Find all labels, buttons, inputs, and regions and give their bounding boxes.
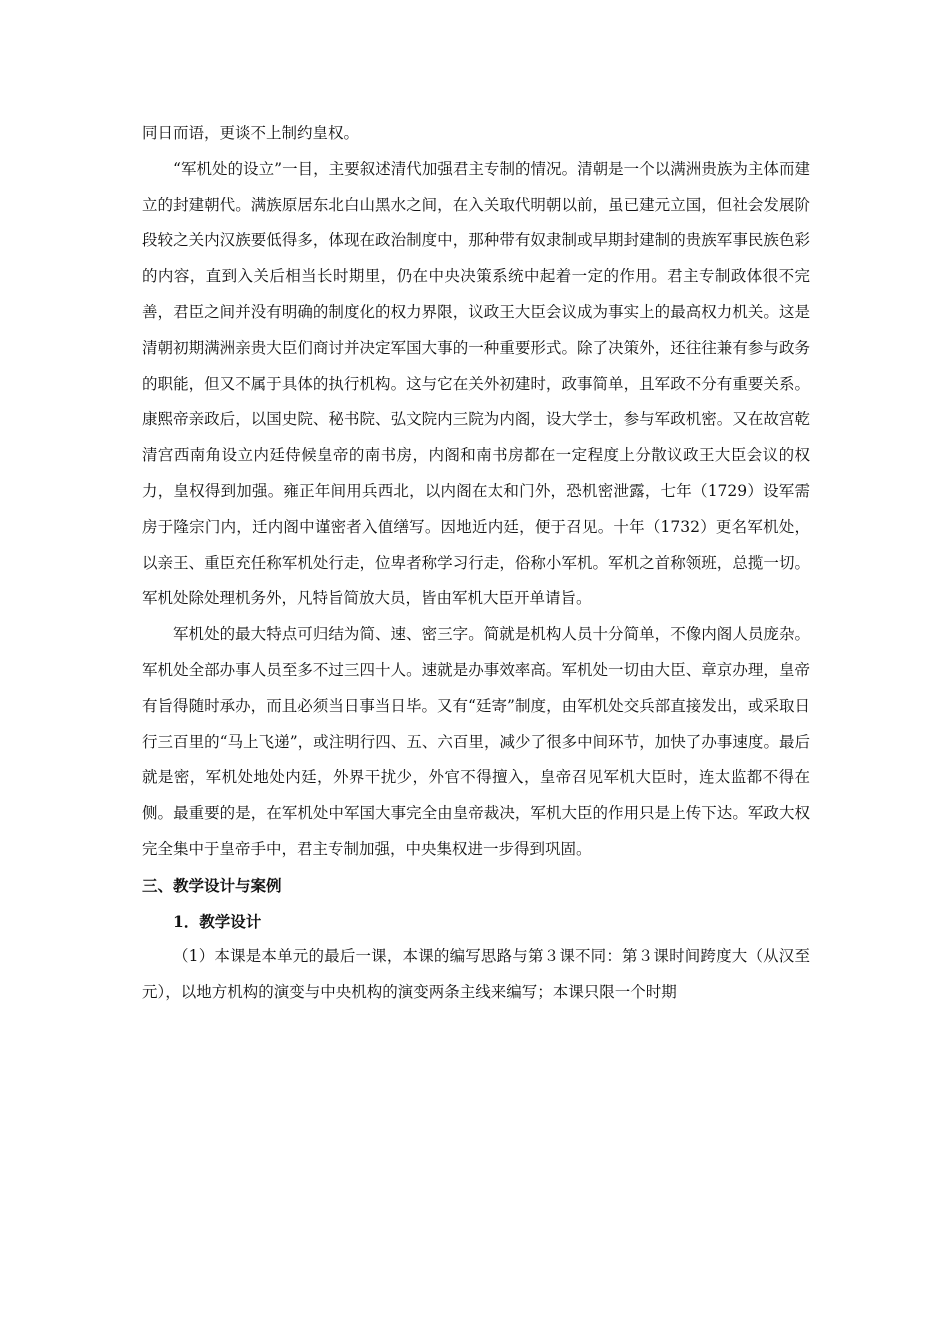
paragraph-junjichu-establishment: “军机处的设立”一目，主要叙述清代加强君主专制的情况。清朝是一个以满洲贵族为主体而建立的封建朝代。满族原居东北白山黑水之间，在入关取代明朝以前，虽已建元立国，但社会发展阶段较之关内汉族要低得多，体现在政治制度中，那种带有奴隶制或早期封建制的贵族军事民族色彩的内容，直到入关后相当长时期里，仍在中央决策系统中起着一定的作用。君主专制政体很不完善，君臣之间并没有明确的制度化的权力界限，议政王大臣会议成为事实上的最高权力机关。这是清朝初期满洲亲贵大臣们商讨并决定军国大事的一种重要形式。除了决策外，还往往兼有参与政务的职能，但又不属于具体的执行机构。这与它在关外初建时，政事简单，且军政不分有重要关系。康熙帝亲政后，以国史院、秘书院、弘文院内三院为内阁，设大学士，参与军政机密。又在故宫乾清宫西南角设立内廷侍候皇帝的南书房，内阁和南书房都在一定程度上分散议政王大臣会议的权力，皇权得到加强。雍正年间用兵西北，以内阁在太和门外，恐机密泄露，七年（1729）设军需房于隆宗门内，迁内阁中谨密者入值缮写。因地近内廷，便于召见。十年（1732）更名军机处，以亲王、重臣充任称军机处行走，位卑者称学习行走，俗称小军机。军机之首称领班，总揽一切。军机处除处理机务外，凡特旨简放大员，皆由军机大臣开单请旨。 — [142, 159, 810, 608]
subsection-heading: 1．教学设计 — [173, 911, 262, 931]
document-page — [142, 116, 810, 1011]
paragraph-teaching-design: （1）本课是本单元的最后一课，本课的编写思路与第３课不同：第３课时间跨度大（从汉至元），以地方机构的演变与中央机构的演变两条主线来编写；本课只限一个时期 — [142, 947, 810, 1002]
paragraph-continuation: 同日而语，更谈不上制约皇权。 — [142, 124, 360, 142]
section-heading: 三、教学设计与案例 — [142, 875, 282, 895]
paragraph-junjichu-features: 军机处的最大特点可归结为简、速、密三字。简就是机构人员十分简单，不像内阁人员庞杂。军机处全部办事人员至多不过三四十人。速就是办事效率高。军机处一切由大臣、章京办理，皇帝有旨得随时承办，而且必须当日事当日毕。又有“廷寄”制度，由军机处交兵部直接发出，或采取日行三百里的“马上飞递”，或注明行四、五、六百里，减少了很多中间环节，加快了办事速度。最后就是密，军机处地处内廷，外界干扰少，外官不得擅入，皇帝召见军机大臣时，连太监都不得在侧。最重要的是，在军机处中军国大事完全由皇帝裁决，军机大臣的作用只是上传下达。军政大权完全集中于皇帝手中，君主专制加强，中央集权进一步得到巩固。 — [142, 625, 810, 858]
